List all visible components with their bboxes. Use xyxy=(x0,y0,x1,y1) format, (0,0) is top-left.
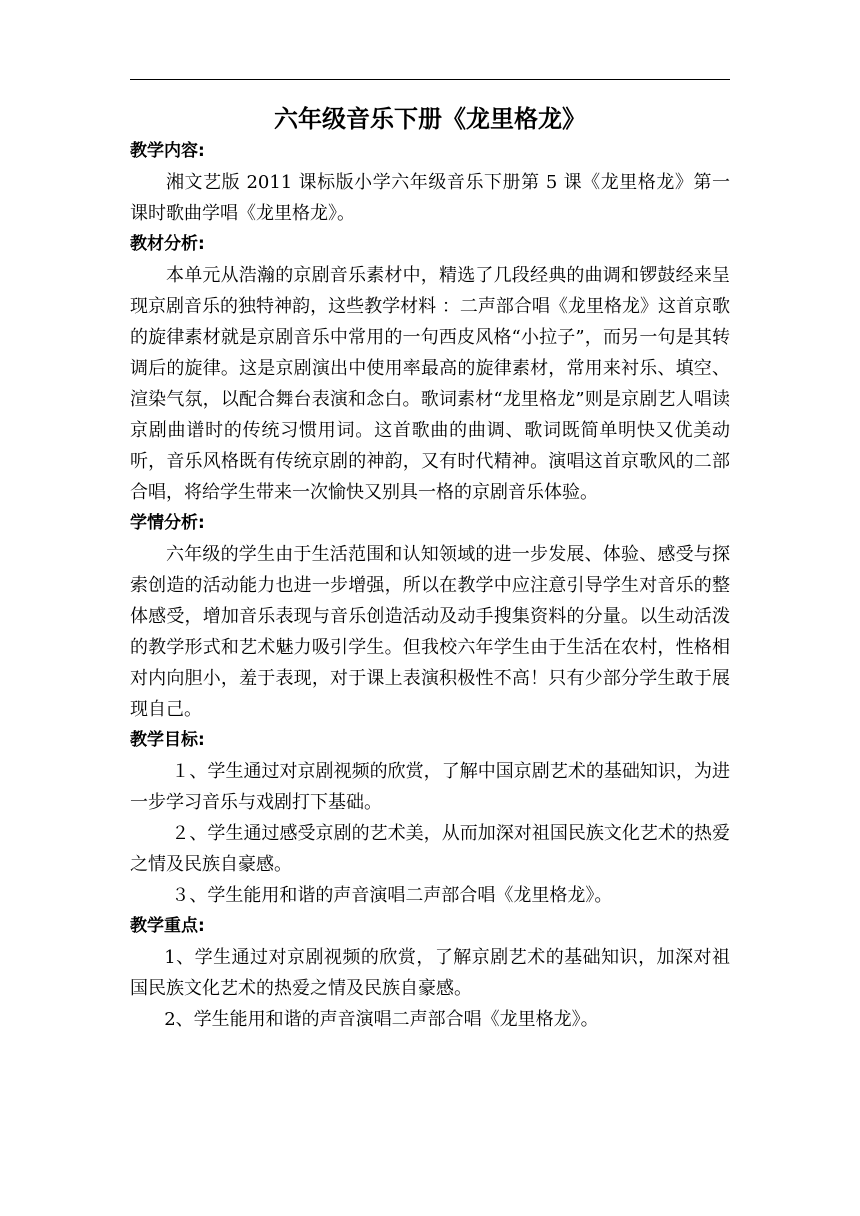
section-student-analysis xyxy=(130,508,730,725)
section-heading: 教学内容: xyxy=(130,141,205,161)
section-material-analysis xyxy=(130,229,730,508)
paragraph: 六年级的学生由于生活范围和认知领域的进一步发展、体验、感受与探索创造的活动能力也进一步增强，所以在教学中应注意引导学生对音乐的整体感受，增加音乐表现与音乐创造活动及动手搜集资料的分量。以生动活泼的教学形式和艺术魅力吸引学生。但我校六年学生由于生活在农村，性格相对内向胆小，羞于表现，对于课上表演积极性不高！只有少部分学生敢于展现自己。 xyxy=(130,544,730,720)
header-rule xyxy=(130,79,730,80)
paragraph: 1、学生通过对京剧视频的欣赏，了解京剧艺术的基础知识，加深对祖国民族文化艺术的热爱之情及民族自豪感。 xyxy=(130,947,730,999)
section-heading: 学情分析: xyxy=(130,513,205,533)
section-heading: 教材分析: xyxy=(130,234,205,254)
paragraph: １、学生通过对京剧视频的欣赏，了解中国京剧艺术的基础知识，为进一步学习音乐与戏剧打下基础。 xyxy=(130,761,730,813)
section-heading: 教学重点: xyxy=(130,916,205,936)
document-body xyxy=(130,102,730,1035)
page-title: 六年级音乐下册《龙里格龙》 xyxy=(274,104,586,133)
paragraph: 湘文艺版 2011 课标版小学六年级音乐下册第 5 课《龙里格龙》第一课时歌曲学唱《龙里格龙》。 xyxy=(130,172,730,224)
section-teaching-content xyxy=(130,136,730,229)
paragraph: ３、学生能用和谐的声音演唱二声部合唱《龙里格龙》。 xyxy=(171,885,613,906)
paragraph: 2、学生能用和谐的声音演唱二声部合唱《龙里格龙》。 xyxy=(164,1009,599,1030)
section-heading: 教学目标: xyxy=(130,730,205,750)
paragraph: 本单元从浩瀚的京剧音乐素材中，精选了几段经典的曲调和锣鼓经来呈现京剧音乐的独特神韵，这些教学材料 ：二声部合唱《龙里格龙》这首京歌的旋律素材就是京剧音乐中常用的一句西皮风格“小拉子”，而另一句是其转调后的旋律。这是京剧演出中使用率最高的旋律素材，常用来衬乐、填空、渲染气氛，以配合舞台表演和念白。歌词素材“龙里格龙”则是京剧艺人唱读京剧曲谱时的传统习惯用词。这首歌曲的曲调、歌词既简单明快又优美动听，音乐风格既有传统京剧的神韵，又有时代精神。演唱这首京歌风的二部合唱，将给学生带来一次愉快又别具一格的京剧音乐体验。 xyxy=(130,265,730,503)
section-teaching-focus xyxy=(130,911,730,1035)
paragraph: ２、学生通过感受京剧的艺术美，从而加深对祖国民族文化艺术的热爱之情及民族自豪感。 xyxy=(130,823,730,875)
section-teaching-goals xyxy=(130,725,730,911)
